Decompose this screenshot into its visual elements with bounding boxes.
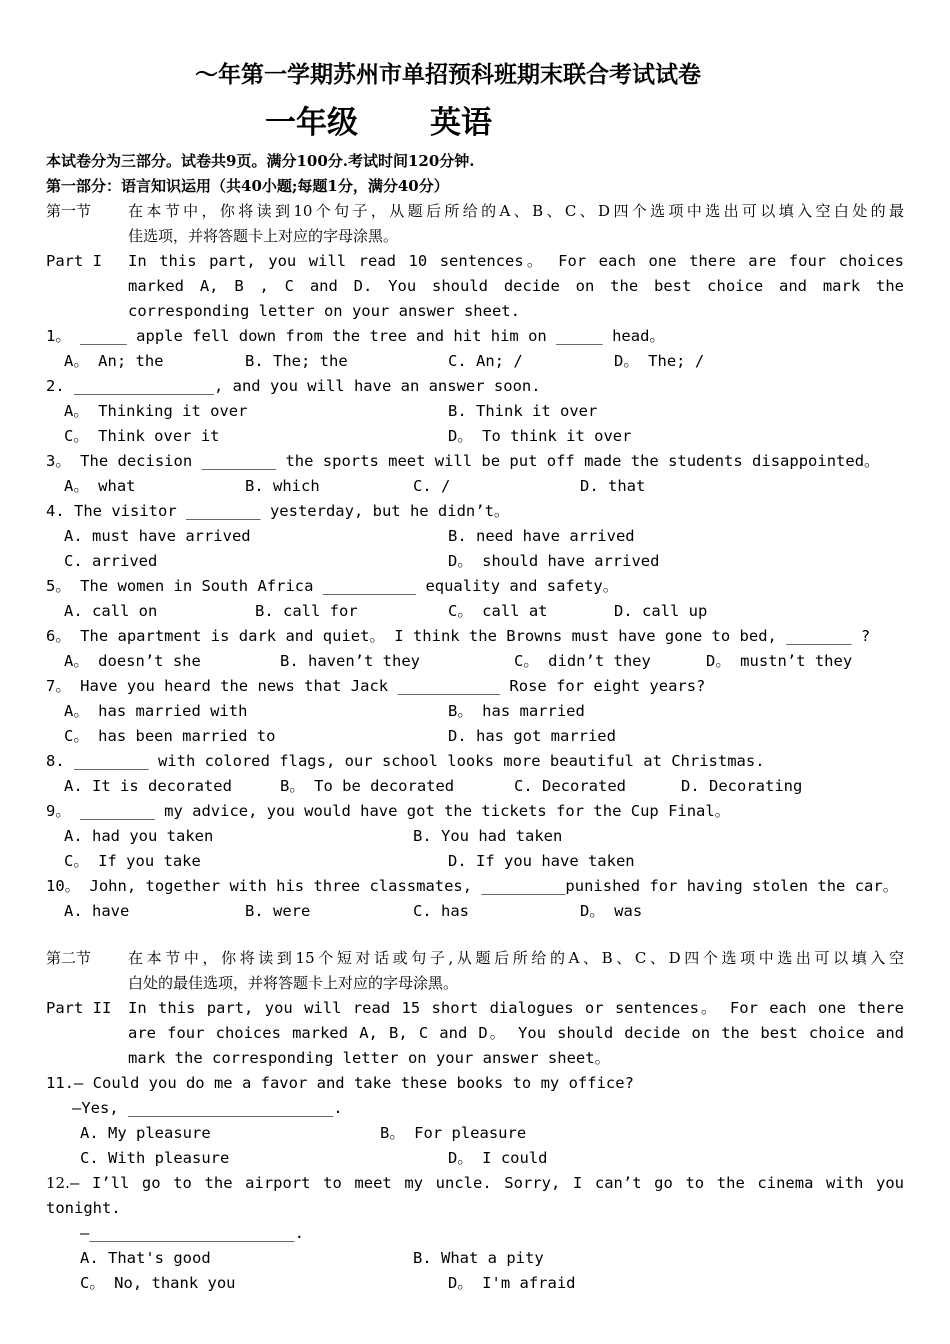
question-stem: 9。 ________ my advice, you would have got the tickets for the Cup Final。 [46, 802, 731, 820]
option: B. What a pity [413, 1249, 544, 1267]
option: C. Decorated [514, 777, 626, 795]
option: D。 mustn’t they [706, 652, 853, 670]
option: A. My pleasure [80, 1124, 211, 1142]
part2-instruction-line: In this part, you will read 15 short dialogues or sentences。 For each one there [128, 999, 904, 1017]
option: A. It is decorated [64, 777, 232, 795]
option: A. have [64, 902, 130, 920]
part1-label: Part I [46, 252, 102, 270]
question-stem: 4. The visitor ________ yesterday, but he didn’t。 [46, 502, 510, 520]
option: A。 Thinking it over [64, 402, 248, 420]
section1-instruction-line: 佳选项，并将答题卡上对应的字母涂黑。 [128, 227, 399, 245]
option: C. / [413, 477, 451, 495]
option: B。 has married [448, 702, 585, 720]
question-stem: 1。 _____ apple fell down from the tree and hit him on _____ head。 [46, 327, 665, 345]
part1-instruction-line: corresponding letter on your answer sheet. [128, 302, 520, 320]
question-stem: 7。 Have you heard the news that Jack ___________ Rose for eight years? [46, 677, 706, 695]
option: C。 didn’t they [514, 652, 651, 670]
question-stem: — I’ll go to the airport to meet my uncle. Sorry, I can’t go to the cinema with you [70, 1174, 904, 1192]
option: B. were [245, 902, 311, 920]
option: A. had you taken [64, 827, 214, 845]
question-stem: 3。 The decision ________ the sports meet will be put off made the students disappointed。 [46, 452, 880, 470]
part2-instruction-line: mark the corresponding letter on your answer sheet。 [128, 1049, 611, 1067]
option: B. which [245, 477, 320, 495]
option: D。 should have arrived [448, 552, 660, 570]
option: D。 The; / [614, 352, 705, 370]
part1-instruction-line: In this part, you will read 10 sentences。 For each one there are four choices [128, 252, 904, 270]
question-stem: 6。 The apartment is dark and quiet。 I think the Browns must have gone to bed, _______ ? [46, 627, 871, 645]
dialogue-reply: —______________________. [80, 1224, 304, 1242]
option: D. has got married [448, 727, 616, 745]
option: C。 If you take [64, 852, 201, 870]
option: B. need have arrived [448, 527, 635, 545]
option: D. that [580, 477, 646, 495]
option: D. Decorating [681, 777, 803, 795]
question-stem: tonight. [46, 1199, 121, 1217]
part1-instruction-line: marked A, B , C and D. You should decide on the best choice and mark the [128, 277, 904, 295]
section1-instruction-line: 在本节中，你将读到10个句子，从题后所给的A、B、C、D四个选项中选出可以填入空白处的最 [128, 202, 904, 220]
option: B. Think it over [448, 402, 598, 420]
option: C. arrived [64, 552, 158, 570]
dialogue-reply: —Yes, ______________________. [72, 1099, 343, 1117]
section2-instruction-line: 白处的最佳选项，并将答题卡上对应的字母涂黑。 [128, 974, 459, 992]
question-stem: 10。 John, together with his three classmates, _________punished for having stolen the car。 [46, 877, 899, 895]
option: B. You had taken [413, 827, 563, 845]
option: D。 I could [448, 1149, 548, 1167]
option: C。 No, thank you [80, 1274, 236, 1292]
exam-title: ～年第一学期苏州市单招预科班期末联合考试试卷 [195, 61, 701, 88]
option: D. If you have taken [448, 852, 635, 870]
question-number: 12. [46, 1174, 70, 1192]
option: C。 call at [448, 602, 548, 620]
option: C. An; / [448, 352, 523, 370]
question-stem: 11.— Could you do me a favor and take these books to my office? [46, 1074, 634, 1092]
section2-instruction-line: 在本节中，你将读到15个短对话或句子,从题后所给的A、B、C、D四个选项中选出可以填入空 [128, 949, 904, 967]
option: D。 was [580, 902, 643, 920]
exam-intro: 本试卷分为三部分。试卷共9页。满分100分.考试时间120分钟. [46, 152, 475, 170]
subject-label: 英语 [430, 105, 492, 141]
option: B。 To be decorated [280, 777, 455, 795]
option: A。 doesn’t she [64, 652, 201, 670]
part2-instruction-line: are four choices marked A, B, C and D。 You should decide on the best choice and [128, 1024, 904, 1042]
option: C。 Think over it [64, 427, 220, 445]
option: A. must have arrived [64, 527, 251, 545]
option: D. call up [614, 602, 708, 620]
question-stem: 2. _______________, and you will have an answer soon. [46, 377, 541, 395]
option: D。 I'm afraid [448, 1274, 576, 1292]
option: B. haven’t they [280, 652, 420, 670]
part2-label: Part II [46, 999, 112, 1017]
option: B. The; the [245, 352, 348, 370]
option: A. That's good [80, 1249, 211, 1267]
question-stem: 5。 The women in South Africa __________ equality and safety。 [46, 577, 619, 595]
grade-label: 一年级 [265, 105, 358, 141]
option: A。 An; the [64, 352, 164, 370]
option: C。 has been married to [64, 727, 276, 745]
option: D。 To think it over [448, 427, 632, 445]
question-stem: 8. ________ with colored flags, our school looks more beautiful at Christmas. [46, 752, 765, 770]
option: A。 has married with [64, 702, 248, 720]
section1-label: 第一节 [46, 202, 92, 220]
section2-label: 第二节 [46, 949, 92, 967]
part1-heading: 第一部分：语言知识运用（共40小题;每题1分，满分40分） [46, 177, 449, 195]
option: C. With pleasure [80, 1149, 230, 1167]
option: C. has [413, 902, 469, 920]
option: B。 For pleasure [380, 1124, 527, 1142]
option: A. call on [64, 602, 158, 620]
option: B. call for [255, 602, 358, 620]
option: A。 what [64, 477, 136, 495]
